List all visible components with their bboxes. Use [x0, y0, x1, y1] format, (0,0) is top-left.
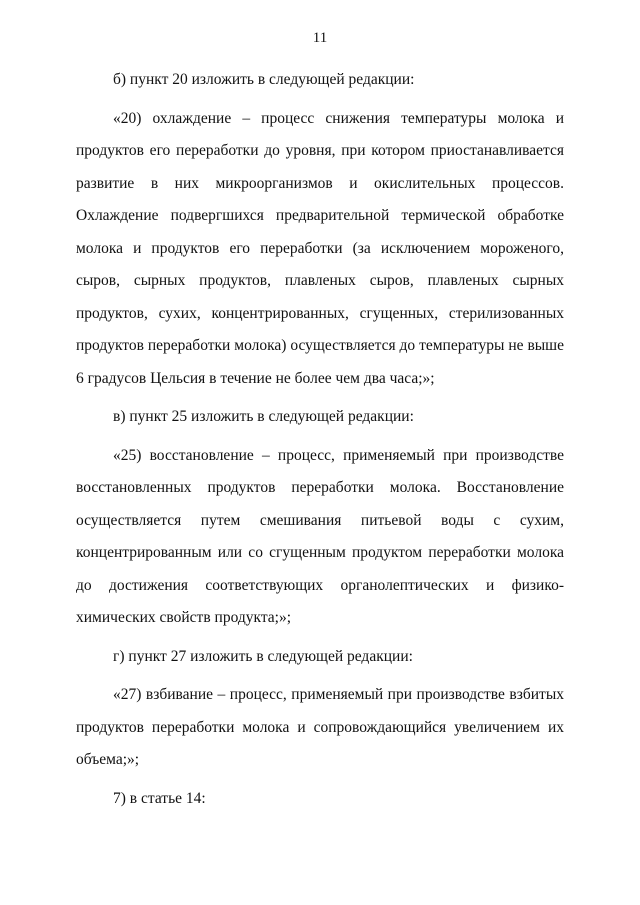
paragraph-article-14-heading: 7) в статье 14: — [113, 789, 206, 807]
paragraph-item-b-heading: б) пункт 20 изложить в следующей редакции: — [113, 71, 415, 88]
paragraph-item-g-heading: г) пункт 27 изложить в следующей редакции: — [113, 647, 413, 665]
paragraph-definition-whipping: «27) взбивание – процесс, применяемый при производстве взбитых продуктов переработки молока и сопровождающийся увеличением их объема;»; — [76, 686, 564, 768]
paragraph-definition-reconstitution: «25) восстановление – процесс, применяемый при производстве восстановленных продуктов переработки молока. Восстановление осуществляется путем смешивания питьевой воды с сухим, концентрированным или со сгущенным продуктом переработки молока до достижения соответствующих органолептических и физико-химических свойств продукта;»; — [76, 446, 564, 626]
paragraph-definition-cooling: «20) охлаждение – процесс снижения температуры молока и продуктов его переработки до уровня, при котором приостанавливается развитие в них микроорганизмов и окислительных процессов. Охлаждение подвергшихся предварительной термической обработке молока и продуктов его переработки (за исключением мороженого, сыров, сырных продуктов, плавленых сыров, плавленых сырных продуктов, сухих, концентрированных, сгущенных, стерилизованных продуктов переработки молока) осуществляется до температуры не выше 6 градусов Цельсия в течение не более чем два часа;»; — [76, 109, 564, 387]
paragraph-item-v-heading: в) пункт 25 изложить в следующей редакции: — [113, 408, 414, 425]
page-number: 11 — [312, 30, 328, 46]
document-body — [76, 64, 564, 815]
